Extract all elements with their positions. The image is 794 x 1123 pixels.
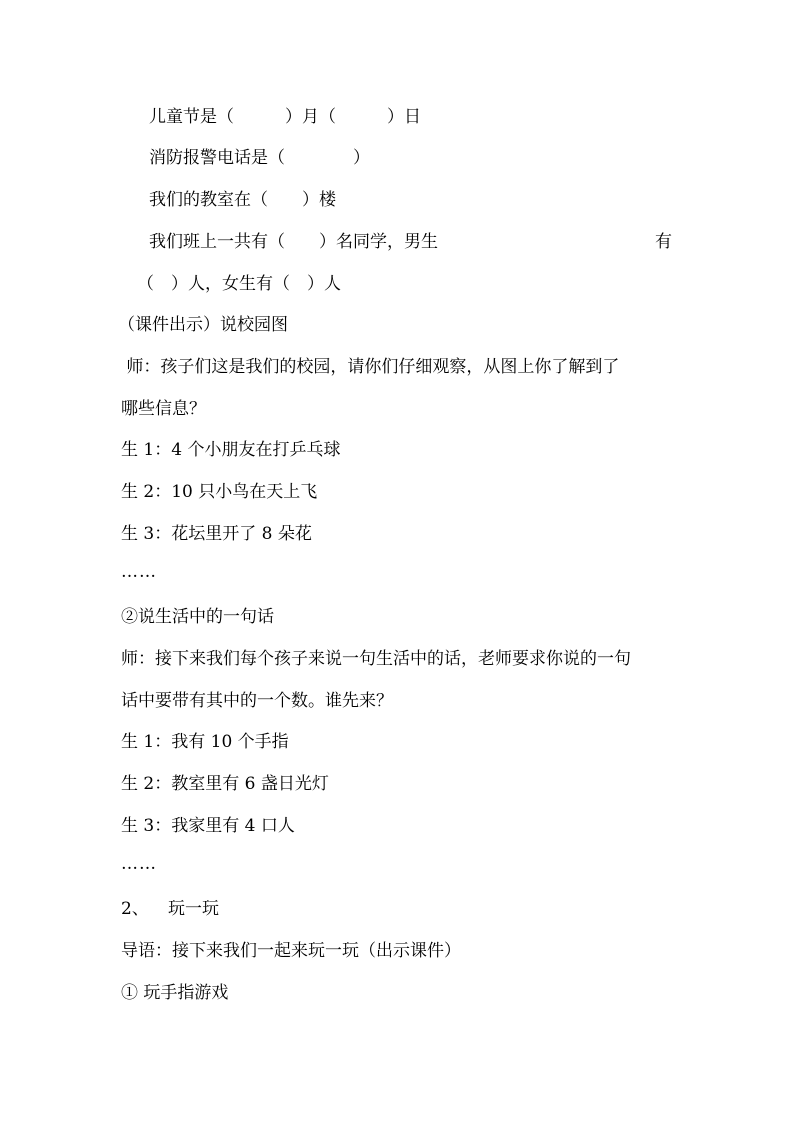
play-section-title: 玩一玩 [168,899,219,919]
class-count-tail: 有 [655,232,672,252]
life-answer-1: 生 1：我有 10 个手指 [121,732,289,752]
life-answer-3: 生 3：我家里有 4 口人 [121,816,295,836]
play-intro: 导语：接下来我们一起来玩一玩（出示课件） [121,941,461,961]
classroom-floor-blank: 我们的教室在（ ）楼 [149,190,336,210]
life-teacher-line-1: 师：接下来我们每个孩子来说一句生活中的话，老师要求你说的一句 [121,649,631,669]
campus-answer-1: 生 1：4 个小朋友在打乒乓球 [121,440,341,460]
life-teacher-line-2: 话中要带有其中的一个数。谁先来？ [121,691,393,711]
class-count-blank: 我们班上一共有（ ）名同学，男生 [149,232,438,252]
campus-teacher-line-1: 师：孩子们这是我们的校园，请你们仔细观察，从图上你了解到了 [121,357,620,377]
life-answer-2: 生 2：教室里有 6 盏日光灯 [121,774,329,794]
play-item-1: ① 玩手指游戏 [121,983,229,1003]
campus-answer-2: 生 2：10 只小鸟在天上飞 [121,482,318,502]
childrens-day-blank: 儿童节是（ ）月（ ）日 [149,107,421,127]
campus-ellipsis: …… [121,562,157,582]
life-ellipsis: …… [121,854,157,874]
life-sentence-heading: ②说生活中的一句话 [121,607,274,627]
play-section-number: 2、 [121,899,149,919]
fire-phone-blank: 消防报警电话是（ ） [149,148,370,168]
campus-heading: （课件出示）说校园图 [118,315,288,335]
campus-answer-3: 生 3：花坛里开了 8 朵花 [121,524,312,544]
boys-girls-blank: （ ）人，女生有（ ）人 [137,274,341,294]
campus-teacher-line-2: 哪些信息？ [121,399,206,419]
